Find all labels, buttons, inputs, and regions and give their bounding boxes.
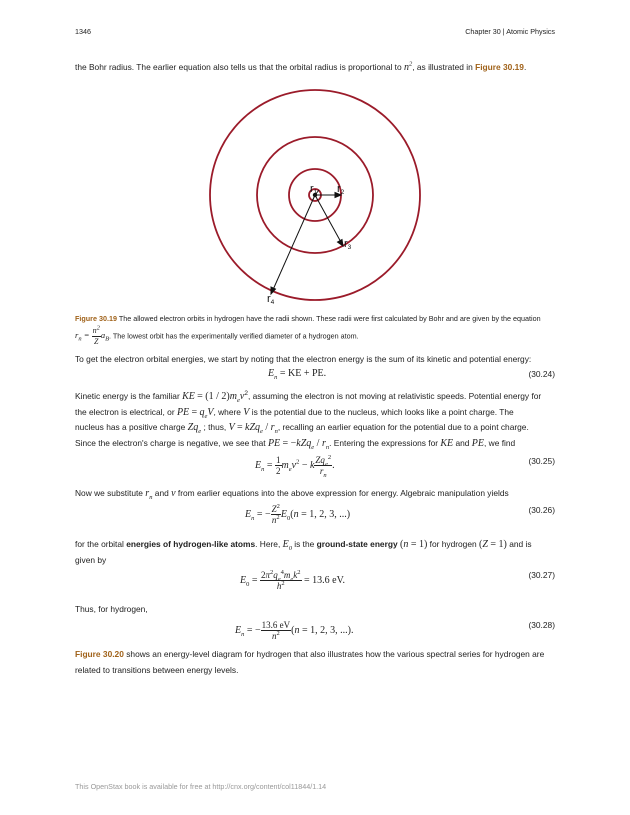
term-energies-hydrogen-like: energies of hydrogen-like atoms [126, 539, 256, 549]
caption-eq-line: $r_n$ = $\frac{n^2}{Z}$ $a_B$. The lowest orbit has the experimentally verified diameter of a hydrogen atom. [75, 324, 359, 346]
label-r2: r2 [337, 183, 345, 196]
caption-label: Figure 30.19 [75, 314, 117, 323]
page-number: 1346 [75, 27, 91, 36]
label-r3: r3 [344, 238, 352, 251]
eq-30-28-number: (30.28) [528, 620, 555, 630]
bohr-orbits-figure [195, 80, 435, 310]
eq-30-24-number: (30.24) [528, 369, 555, 379]
eq-30-26: $E_n$ = − $\frac{Z^2}{n^2}$ $E_0(n = 1$, 2, 3, ...) [245, 503, 351, 525]
figure-link-30-20[interactable]: Figure 30.20 [75, 649, 124, 659]
label-r4: r4 [267, 293, 275, 306]
energy-intro: To get the electron orbital energies, we start by noting that the electron energy is the sum of its kinetic and potential energy: [75, 354, 532, 364]
eq-30-24: $E_n$ = KE + PE. [268, 368, 327, 381]
label-r1: r1 [310, 183, 318, 196]
eq-30-25: $E_n$ = $\frac{1}{2}$ $m_ev^2 - k$ $\frac{Zq_e^2}{r_n}$ . [255, 454, 335, 479]
term-ground-state-energy: ground-state energy [316, 539, 398, 549]
substitution-paragraph: Now we substitute $r_n$ and v from earlier equations into the above expression for energy. Algebraic manipulation yields [75, 488, 509, 501]
eq-30-27-number: (30.27) [528, 570, 555, 580]
ground-state-paragraph: for the orbital energies of hydrogen-like atoms. Here, $E_0$ is the ground-state energy (n = 1) for hydrogen (Z = 1) and is given by [75, 539, 532, 565]
energy-level-paragraph: Figure 30.20 shows an energy-level diagram for hydrogen that also illustrates how the various spectral series for hydrogen are related to transitions between energy levels. [75, 649, 545, 675]
eq-30-25-number: (30.25) [528, 456, 555, 466]
kinetic-potential-paragraph: Kinetic energy is the familiar KE = $(1 / 2)m_ev^2$, assuming the electron is not moving at relativistic speeds. Potential energy for the electron is electrical, or PE = $q_eV$, where V is the potential due to the nucleus, which looks like a point charge. The nucleus has a positive charge $Zq_e$ ; thus, $V = kZq_e / r_n$, recalling an earlier equation for the potential due to a point charge. Since the electron's charge is negative, we see that PE = $-kZq_e / r_n$. Entering the expressions for KE and PE, we find [75, 390, 542, 451]
arrow-r3 [315, 195, 342, 244]
intro-paragraph: the Bohr radius. The earlier equation also tells us that the orbital radius is proportional to $n^2$, as illustrated in Figure 30.19. [75, 60, 527, 73]
figure-link-30-19[interactable]: Figure 30.19 [475, 62, 524, 72]
eq-30-26-number: (30.26) [528, 505, 555, 515]
thus-hydrogen: Thus, for hydrogen, [75, 604, 148, 614]
eq-30-27: $E_0$ = $\frac{2\pi^2q_e^4m_ek^2}{h^2}$ = 13.6 eV. [240, 569, 346, 591]
eq-30-28: $E_n$ = − $\frac{13.6 eV}{n^2}$ (n = 1, 2, 3, ...). [235, 620, 354, 641]
chapter-title: Chapter 30 | Atomic Physics [465, 27, 555, 36]
footer-notice: This OpenStax book is available for free at http://cnx.org/content/col11844/1.14 [75, 782, 327, 791]
figure-caption: Figure 30.19 The allowed electron orbits in hydrogen have the radii shown. These radii were first calculated by Bohr and are given by the equation [75, 314, 541, 323]
